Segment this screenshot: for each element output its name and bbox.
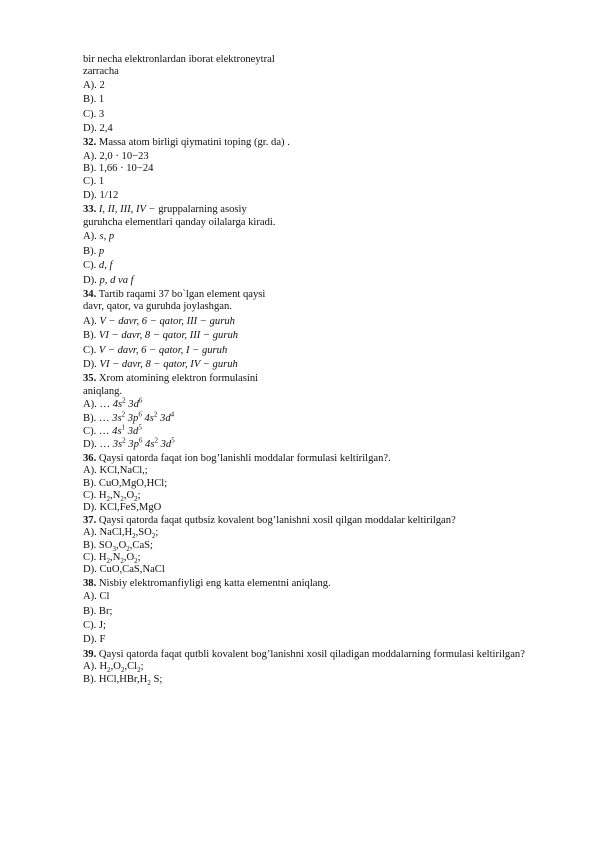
document-page	[83, 54, 545, 686]
superscript: 2	[122, 436, 126, 445]
superscript: 6	[138, 410, 142, 419]
superscript: 5	[171, 436, 175, 445]
option-label: D).	[83, 358, 100, 370]
superscript: 2	[121, 410, 126, 419]
superscript: 4	[170, 410, 175, 419]
orbital: 4s	[142, 439, 155, 451]
option-label: D).	[83, 439, 100, 451]
superscript: 2	[154, 436, 158, 445]
formula-part: ,N	[110, 552, 121, 564]
formula-part: ;	[155, 527, 159, 539]
q33-option-d	[83, 275, 545, 287]
option-label: A).	[83, 231, 100, 243]
question-number: 34.	[83, 288, 97, 300]
option-value: V − davr, 6 − qator, I − guruh	[98, 344, 228, 356]
question-text: Qaysi qatorda faqat ion bog’lanishli moddalar formulasi keltirilgan?.	[96, 452, 391, 464]
subscript: 2	[151, 532, 156, 541]
question-32	[83, 137, 545, 149]
subscript: 2	[120, 495, 124, 504]
q36-option-d: D). KCl,FeS,MgO	[83, 502, 162, 514]
option-value: p	[98, 245, 105, 257]
orbital: 4s	[112, 425, 122, 437]
ellipsis: …	[98, 425, 113, 437]
subscript: 2	[134, 495, 138, 504]
intro-line-2: zarracha	[83, 66, 119, 78]
option-label: D).	[83, 274, 100, 286]
question-text: Qaysi qatorda faqat qutbsiz kovalent bog’lanishni xosil qilgan moddalar keltirilgan?	[96, 514, 456, 526]
formula-part: ,Cl	[124, 661, 138, 673]
q37-option-c	[83, 552, 545, 564]
subscript: 2	[134, 557, 138, 566]
option-label: A).	[83, 399, 100, 411]
formula-part: C). H	[83, 490, 107, 501]
q37-option-b	[83, 540, 545, 552]
option-label: B).	[83, 330, 99, 342]
formula-part: B). SO	[83, 539, 113, 551]
superscript: 6	[138, 396, 143, 405]
orbital: 3p	[125, 412, 139, 424]
ellipsis: …	[98, 412, 113, 424]
option-value: d, f	[98, 260, 113, 272]
q39-option-b	[83, 674, 545, 686]
q32-option-b: B). 1,66 · 10−24	[83, 163, 154, 175]
question-number: 36.	[83, 452, 97, 464]
formula-part: ,CaS;	[129, 539, 154, 551]
formula-part: ,O	[115, 539, 127, 551]
subscript: 2	[132, 532, 136, 541]
question-expression: I, II, III, IV −	[96, 204, 156, 216]
option-label: B).	[83, 412, 99, 424]
q39-option-a	[83, 661, 545, 673]
superscript: 6	[138, 436, 143, 445]
orbital: 3d	[125, 399, 139, 411]
q35-option-a	[83, 396, 545, 411]
q37-option-d: D). CuO,CaS,NaCl	[83, 564, 165, 576]
question-number: 38.	[83, 577, 97, 589]
formula-part: B). HCl,HBr,H	[83, 673, 148, 685]
q36-option-b: B). CuO,MgO,HCl;	[83, 477, 168, 489]
q33-option-b	[83, 246, 545, 258]
orbital: 4s	[141, 412, 154, 424]
subscript: 2	[120, 557, 124, 566]
formula-part: A). H	[83, 661, 108, 673]
q36-option-c	[83, 490, 545, 502]
question-text: gruppalarning asosiy	[155, 204, 247, 216]
formula-part: ,N	[110, 490, 121, 501]
orbital: 4s	[112, 399, 123, 411]
superscript: 2	[153, 410, 158, 419]
q34-option-d	[83, 359, 545, 371]
ellipsis: …	[99, 399, 113, 411]
q32-option-c: C). 1	[83, 175, 105, 187]
question-34-cont: davr, qator, va guruhda joylashgan.	[83, 301, 232, 313]
q32-option-a: A). 2,0 · 10−23	[83, 150, 149, 162]
question-text: Qaysi qatorda faqat qutbli kovalent bog’lanishni xosil qiladigan moddalarning formulasi keltirilgan?	[96, 648, 525, 660]
question-number: 35.	[83, 373, 97, 385]
superscript: 5	[138, 423, 142, 432]
question-38	[83, 578, 545, 590]
q34-option-a	[83, 316, 545, 328]
subscript: 2	[137, 666, 141, 675]
subscript: 3	[112, 544, 116, 553]
question-number: 33.	[83, 204, 97, 216]
q38-option-a: A). Cl	[83, 591, 110, 603]
q35-option-c	[83, 423, 545, 438]
option-value: s, p	[99, 231, 115, 243]
question-39	[83, 649, 545, 661]
question-number: 32.	[83, 137, 97, 149]
orbital: 3s	[112, 439, 123, 451]
question-36	[83, 453, 545, 465]
option-label: C).	[83, 425, 99, 437]
formula-part: ,SO	[135, 527, 152, 539]
formula-part: ,O	[110, 661, 121, 673]
intro-option-b: B). 1	[83, 94, 105, 106]
q35-option-b	[83, 410, 545, 425]
q32-option-d: D). 1/12	[83, 190, 119, 202]
intro-option-c: C). 3	[83, 108, 105, 120]
question-33	[83, 204, 545, 216]
formula-part: ;	[137, 490, 141, 501]
q38-option-d: D). F	[83, 634, 106, 646]
formula-part: S;	[150, 673, 163, 685]
intro-option-a: A). 2	[83, 79, 105, 91]
formula-part: ;	[137, 552, 141, 564]
ellipsis: …	[99, 439, 113, 451]
orbital: 3d	[157, 412, 171, 424]
question-37	[83, 515, 545, 527]
superscript: 2	[122, 396, 126, 405]
intro-option-d: D). 2,4	[83, 123, 113, 135]
option-value: VI − davr, 8 − qator, III − guruh	[98, 330, 239, 342]
formula-part: A). NaCl,H	[83, 527, 133, 539]
orbital: 3s	[112, 412, 122, 424]
option-label: C).	[83, 344, 99, 356]
question-number: 39.	[83, 648, 97, 660]
q35-option-d	[83, 436, 545, 451]
q33-option-c	[83, 260, 545, 272]
question-text: Tartib raqami 37 bo`lgan element qaysi	[96, 288, 266, 300]
question-35	[83, 373, 545, 385]
option-value: V − davr, 6 − qator, III − guruh	[99, 315, 235, 327]
subscript: 2	[126, 544, 130, 553]
orbital: 3p	[125, 439, 139, 451]
option-value: p, d va f	[99, 274, 134, 286]
option-label: C).	[83, 260, 99, 272]
formula-part: C). H	[83, 552, 107, 564]
option-label: B).	[83, 245, 99, 257]
subscript: 2	[107, 666, 111, 675]
question-text: Xrom atomining elektron formulasini	[96, 373, 259, 385]
question-text: Nisbiy elektromanfiyligi eng katta elementni aniqlang.	[96, 577, 331, 589]
question-35-cont: aniqlang.	[83, 385, 123, 397]
q38-option-c: C). J;	[83, 620, 106, 632]
q34-option-b	[83, 330, 545, 342]
q38-option-b: B). Br;	[83, 605, 113, 617]
q37-option-a	[83, 527, 545, 539]
q34-option-c	[83, 345, 545, 357]
question-text: Massa atom birligi qiymatini toping (gr. da) .	[96, 137, 290, 149]
formula-part: ;	[140, 661, 144, 673]
formula-part: ,O	[123, 490, 135, 501]
option-label: A).	[83, 315, 100, 327]
subscript: 2	[147, 678, 151, 687]
question-number: 37.	[83, 514, 97, 526]
question-33-cont: guruhcha elementlari qanday oilalarga kiradi.	[83, 216, 276, 228]
orbital: 3d	[157, 439, 172, 451]
intro-line-1: bir necha elektronlardan iborat elektroneytral	[83, 54, 275, 65]
superscript: 1	[121, 423, 126, 432]
formula-part: ,O	[123, 552, 135, 564]
orbital: 3d	[125, 425, 139, 437]
option-value: VI − davr, 8 − qator, IV − guruh	[99, 358, 238, 370]
q36-option-a: A). KCl,NaCl,;	[83, 465, 148, 477]
subscript: 2	[106, 557, 111, 566]
subscript: 2	[120, 666, 125, 675]
question-34	[83, 289, 545, 301]
q33-option-a	[83, 231, 545, 243]
subscript: 2	[106, 495, 111, 504]
